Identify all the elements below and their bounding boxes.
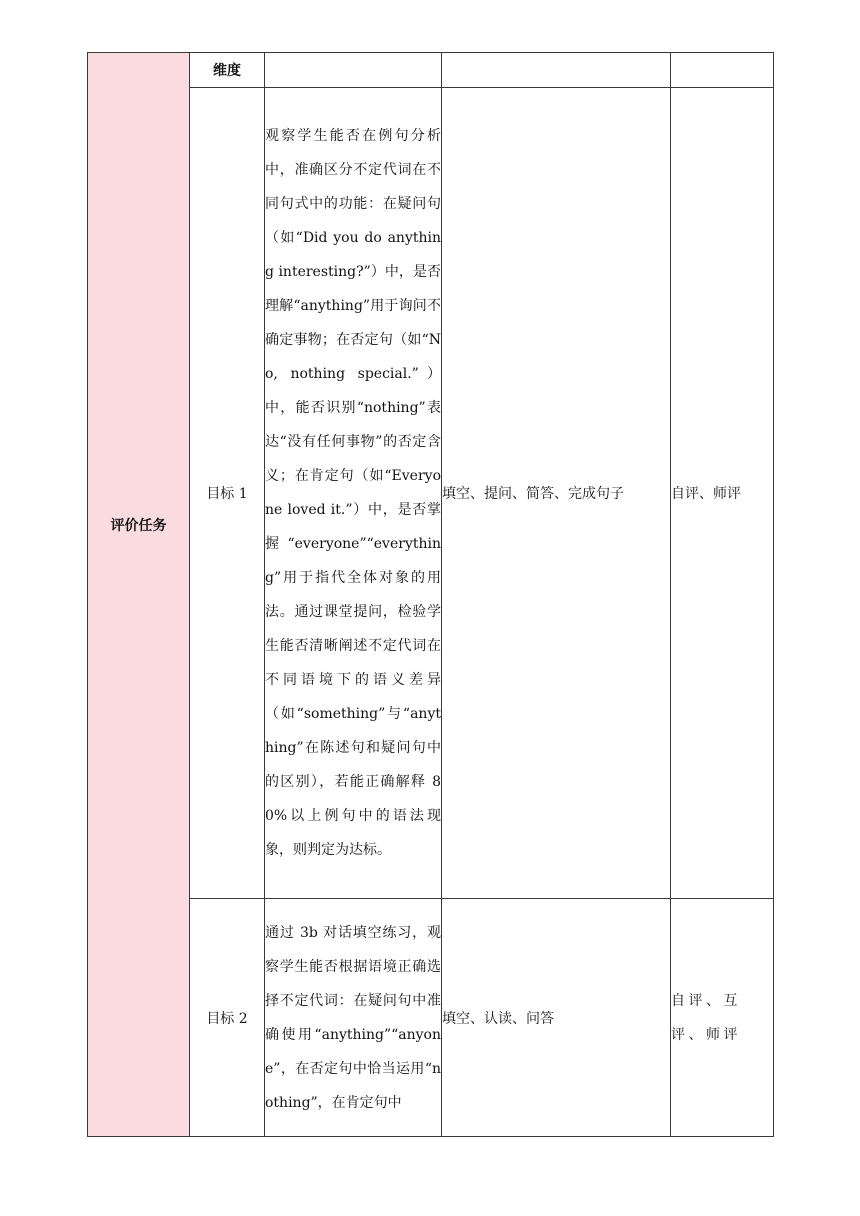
evaluation-table <box>87 52 774 1137</box>
table-row <box>88 899 774 1137</box>
goal-label: 目标 2 <box>190 899 265 1137</box>
goal-description: 观察学生能否在例句分析中，准确区分不定代词在不同句式中的功能：在疑问句（如“Did you do anything interesting?”）中，是否理解“anything”用于询问不确定事物；在否定句（如“No, nothing special.”）中，能否识别“nothing”表达“没有任何事物”的否定含义；在肯定句（如“Everyone loved it.”）中，是否掌握“everyone”“everything”用于指代全体对象的用法。通过课堂提问，检验学生能否清晰阐述不定代词在不同语境下的语义差异（如“something”与“anything”在陈述句和疑问句中的区别），若能正确解释 80%以上例句中的语法现象，则判定为达标。 <box>265 88 442 899</box>
assessment-methods: 填空、提问、简答、完成句子 <box>442 88 671 899</box>
evaluation-task-cell <box>88 53 190 1137</box>
header-empty-cell <box>265 53 442 88</box>
evaluators: 自评、师评 <box>671 88 774 899</box>
evaluation-task-label: 评价任务 <box>110 517 167 534</box>
goal-label: 目标 1 <box>190 88 265 899</box>
dimension-header: 维度 <box>190 53 265 88</box>
header-empty-cell <box>671 53 774 88</box>
assessment-methods: 填空、认读、问答 <box>442 899 671 1137</box>
table-row <box>88 88 774 899</box>
evaluators: 自评、互评、师评 <box>671 899 774 1137</box>
header-empty-cell <box>442 53 671 88</box>
goal-description: 通过 3b 对话填空练习，观察学生能否根据语境正确选择不定代词：在疑问句中准确使用“anything”“anyone”，在否定句中恰当运用“nothing”，在肯定句中 <box>265 899 442 1137</box>
table-header-row <box>88 53 774 88</box>
